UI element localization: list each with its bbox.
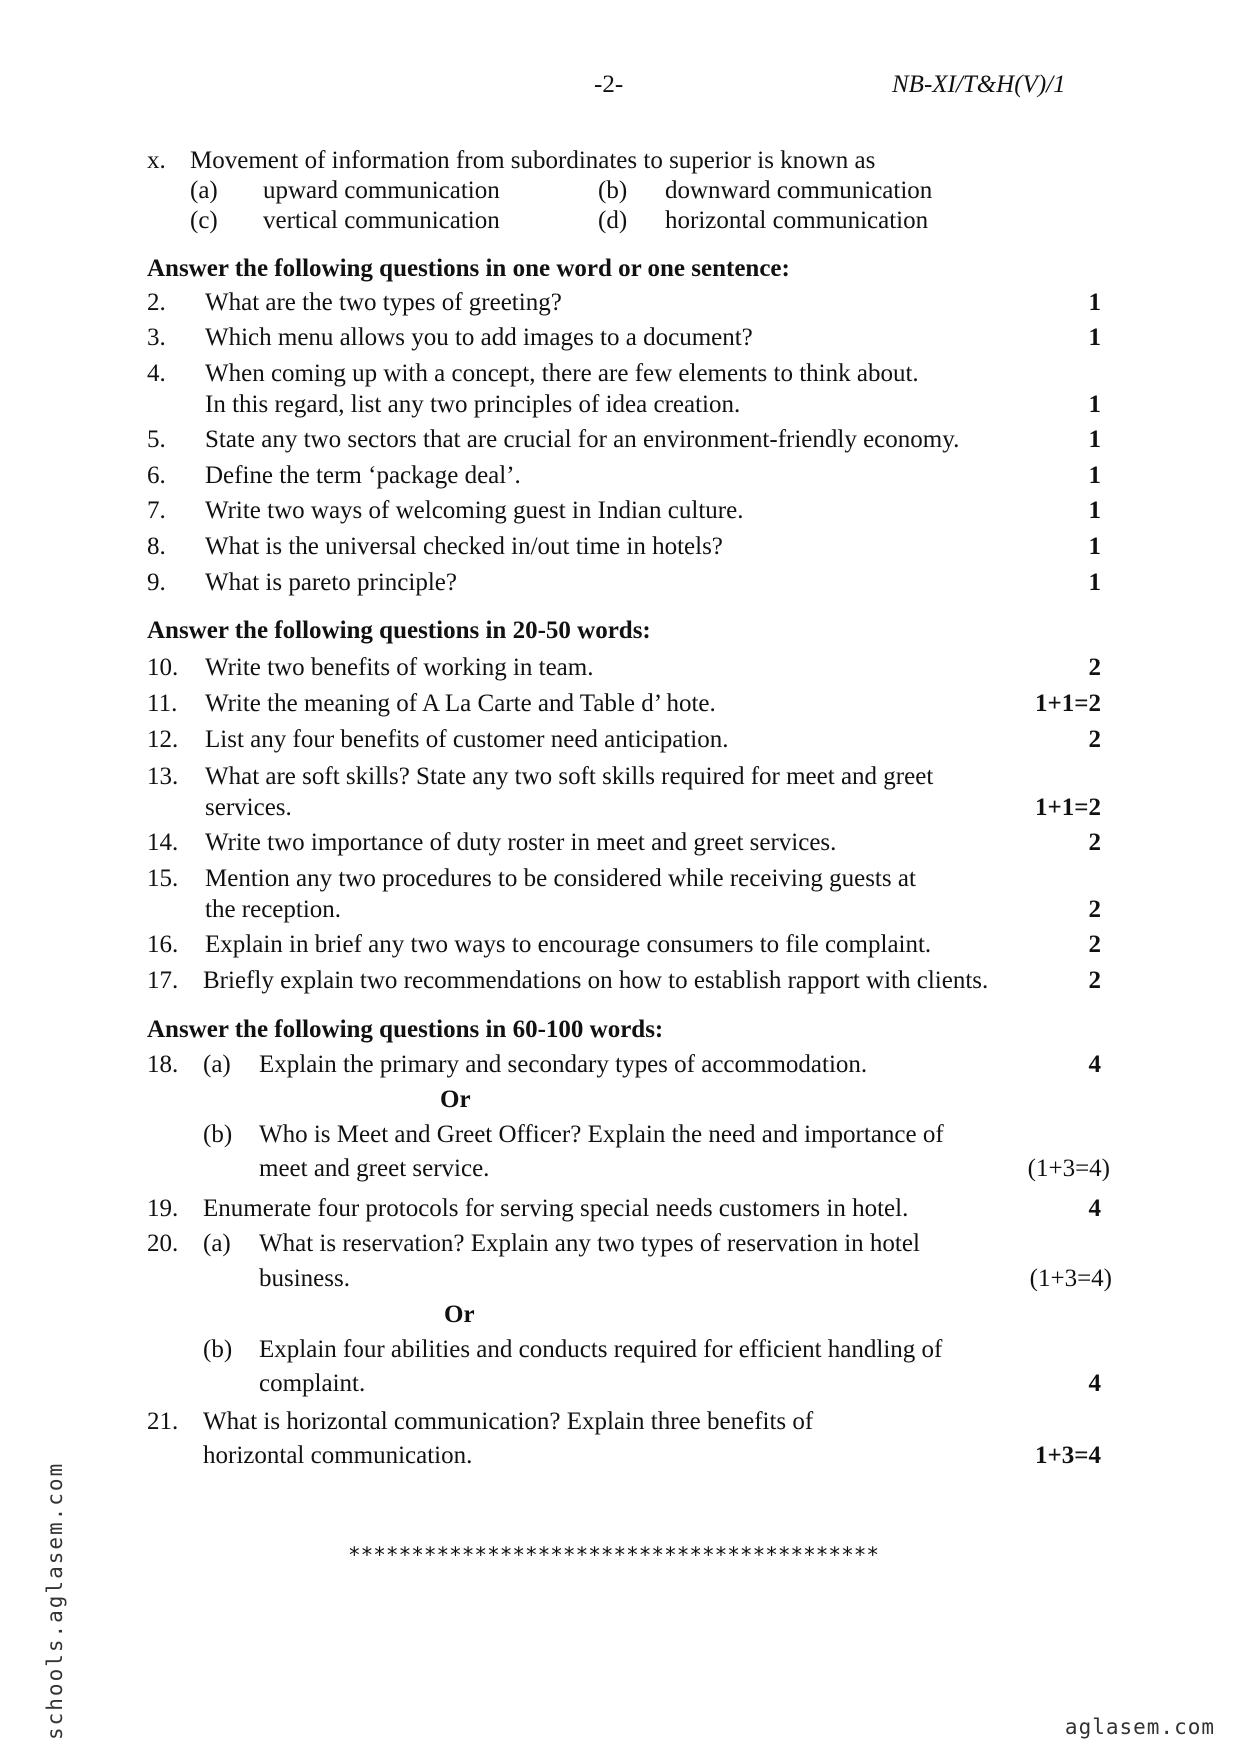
question-text: What is the universal checked in/out time in hotels? bbox=[205, 533, 723, 560]
marks: 1 bbox=[1088, 426, 1101, 453]
option-label: (c) bbox=[190, 207, 218, 234]
question-number: 5. bbox=[147, 426, 166, 453]
question-text: business. bbox=[259, 1265, 350, 1292]
question-text: services. bbox=[205, 794, 292, 821]
question-number: 4. bbox=[147, 360, 166, 387]
marks: 1 bbox=[1088, 324, 1101, 351]
section-heading: Answer the following questions in 20-50 words: bbox=[147, 617, 651, 644]
question-text: horizontal communication. bbox=[203, 1442, 473, 1469]
question-number: 15. bbox=[147, 865, 179, 892]
section-heading: Answer the following questions in one word or one sentence: bbox=[147, 255, 790, 282]
question-number: 7. bbox=[147, 497, 166, 524]
question-text: When coming up with a concept, there are few elements to think about. bbox=[205, 360, 919, 387]
marks: 2 bbox=[1088, 829, 1101, 856]
question-number: 10. bbox=[147, 654, 179, 681]
question-number: 21. bbox=[147, 1408, 179, 1435]
marks: 1 bbox=[1088, 497, 1101, 524]
question-number: x. bbox=[147, 147, 166, 174]
option-label: (b) bbox=[598, 177, 628, 204]
question-text: Who is Meet and Greet Officer? Explain the need and importance of bbox=[259, 1121, 944, 1148]
question-text: In this regard, list any two principles of idea creation. bbox=[205, 391, 741, 418]
marks: 1 bbox=[1088, 533, 1101, 560]
question-number: 13. bbox=[147, 763, 179, 790]
question-number: 12. bbox=[147, 726, 179, 753]
question-text: Write two benefits of working in team. bbox=[205, 654, 594, 681]
sub-label: (a) bbox=[203, 1230, 231, 1257]
question-number: 3. bbox=[147, 324, 166, 351]
question-text: State any two sectors that are crucial for an environment-friendly economy. bbox=[205, 426, 960, 453]
option-text: horizontal communication bbox=[665, 207, 929, 234]
question-text: Write the meaning of A La Carte and Table d’ hote. bbox=[205, 690, 716, 717]
question-text: Mention any two procedures to be considered while receiving guests at bbox=[205, 865, 916, 892]
question-text: Enumerate four protocols for serving special needs customers in hotel. bbox=[203, 1195, 909, 1222]
option-label: (a) bbox=[190, 177, 218, 204]
question-number: 19. bbox=[147, 1195, 179, 1222]
marks: 1+1=2 bbox=[1035, 690, 1101, 717]
question-text: What is reservation? Explain any two types of reservation in hotel bbox=[259, 1230, 920, 1257]
marks: 1 bbox=[1088, 289, 1101, 316]
marks: 2 bbox=[1088, 896, 1101, 923]
question-number: 18. bbox=[147, 1051, 179, 1078]
question-number: 8. bbox=[147, 533, 166, 560]
question-text: meet and greet service. bbox=[259, 1155, 490, 1182]
question-number: 16. bbox=[147, 931, 179, 958]
option-label: (d) bbox=[598, 207, 628, 234]
marks: (1+3=4) bbox=[1027, 1155, 1110, 1182]
end-of-paper-stars: ****************************************** bbox=[348, 1543, 880, 1567]
question-text: Explain in brief any two ways to encourage consumers to file complaint. bbox=[205, 931, 932, 958]
question-text: What are the two types of greeting? bbox=[205, 289, 562, 316]
paper-code: NB-XI/T&H(V)/1 bbox=[892, 71, 1066, 98]
marks: 4 bbox=[1088, 1195, 1101, 1222]
watermark-left: schools.aglasem.com bbox=[43, 1461, 67, 1740]
section-heading: Answer the following questions in 60-100 words: bbox=[147, 1016, 664, 1043]
option-text: downward communication bbox=[665, 177, 933, 204]
page-number: -2- bbox=[594, 71, 624, 98]
marks: 4 bbox=[1088, 1051, 1101, 1078]
sub-label: (b) bbox=[203, 1336, 233, 1363]
question-text: List any four benefits of customer need anticipation. bbox=[205, 726, 729, 753]
option-text: upward communication bbox=[263, 177, 500, 204]
question-text: Briefly explain two recommendations on how to establish rapport with clients. bbox=[203, 967, 989, 994]
sub-label: (a) bbox=[203, 1051, 231, 1078]
marks: 2 bbox=[1088, 654, 1101, 681]
or-separator: Or bbox=[440, 1086, 471, 1113]
question-text: Write two ways of welcoming guest in Indian culture. bbox=[205, 497, 744, 524]
question-number: 9. bbox=[147, 569, 166, 596]
or-separator: Or bbox=[444, 1301, 475, 1328]
question-text: Movement of information from subordinates to superior is known as bbox=[190, 147, 876, 174]
question-number: 17. bbox=[147, 967, 179, 994]
question-text: the reception. bbox=[205, 896, 342, 923]
question-text: What is pareto principle? bbox=[205, 569, 457, 596]
question-text: Explain the primary and secondary types of accommodation. bbox=[259, 1051, 868, 1078]
question-number: 11. bbox=[147, 690, 178, 717]
question-number: 2. bbox=[147, 289, 166, 316]
marks: 1 bbox=[1088, 569, 1101, 596]
question-number: 6. bbox=[147, 462, 166, 489]
watermark-right: aglasem.com bbox=[1064, 1715, 1215, 1739]
question-text: Which menu allows you to add images to a document? bbox=[205, 324, 753, 351]
question-number: 20. bbox=[147, 1230, 179, 1257]
question-text: What is horizontal communication? Explain three benefits of bbox=[203, 1408, 814, 1435]
marks: 2 bbox=[1088, 967, 1101, 994]
marks: 1 bbox=[1088, 462, 1101, 489]
marks: (1+3=4) bbox=[1029, 1265, 1112, 1292]
marks: 2 bbox=[1088, 931, 1101, 958]
sub-label: (b) bbox=[203, 1121, 233, 1148]
marks: 1 bbox=[1088, 391, 1101, 418]
option-text: vertical communication bbox=[263, 207, 500, 234]
question-number: 14. bbox=[147, 829, 179, 856]
marks: 1+1=2 bbox=[1035, 794, 1101, 821]
question-text: Define the term ‘package deal’. bbox=[205, 462, 521, 489]
question-text: Explain four abilities and conducts required for efficient handling of bbox=[259, 1336, 943, 1363]
question-text: complaint. bbox=[259, 1370, 366, 1397]
marks: 4 bbox=[1088, 1370, 1101, 1397]
question-text: What are soft skills? State any two soft skills required for meet and greet bbox=[205, 763, 934, 790]
marks: 2 bbox=[1088, 726, 1101, 753]
marks: 1+3=4 bbox=[1035, 1442, 1101, 1469]
question-text: Write two importance of duty roster in meet and greet services. bbox=[205, 829, 837, 856]
